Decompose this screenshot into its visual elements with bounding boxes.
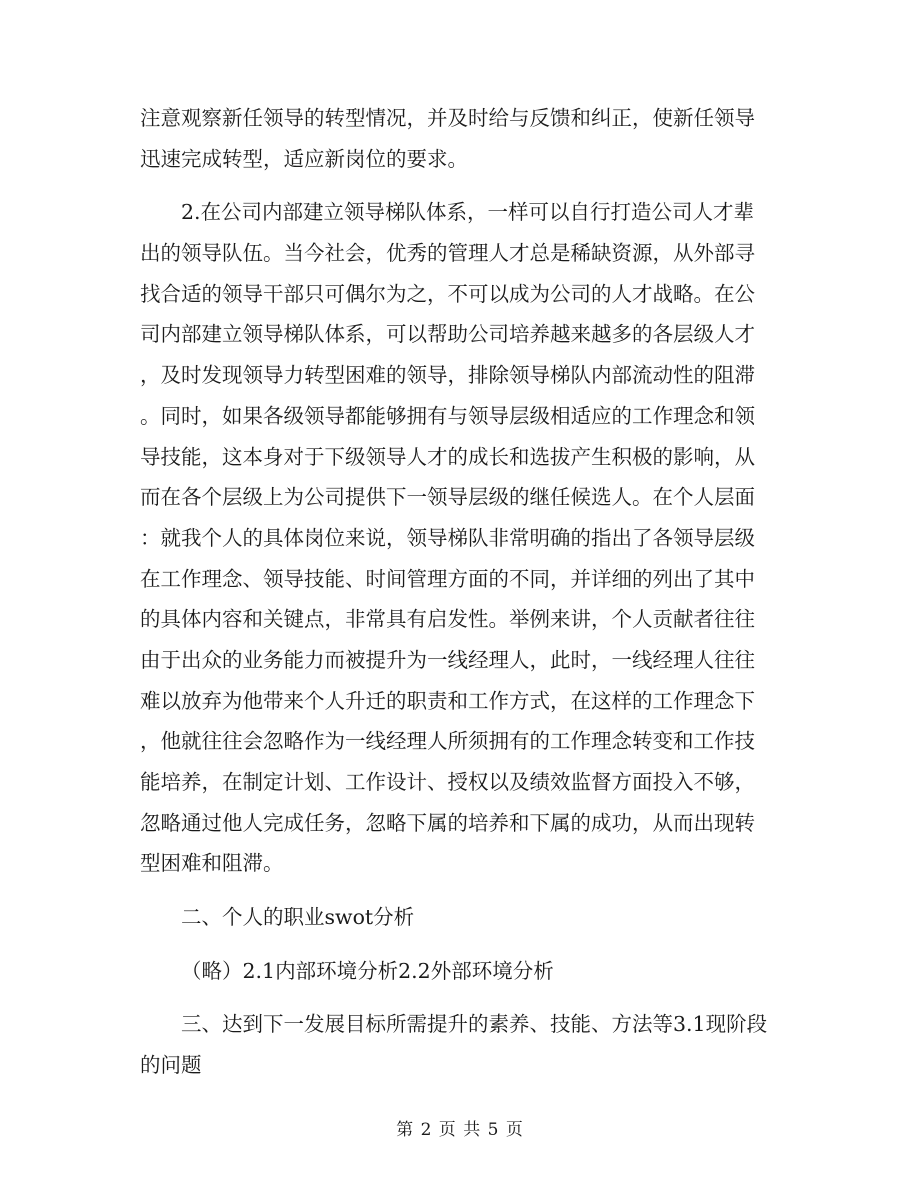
- text-line: 的问题: [140, 1053, 202, 1078]
- text-line: 迅速完成转型，适应新岗位的要求。: [140, 146, 468, 171]
- text-line: ，他就往往会忽略作为一线经理人所须拥有的工作理念转变和工作技: [140, 729, 755, 754]
- text-line: 司内部建立领导梯队体系，可以帮助公司培养越来越多的各层级人才: [140, 322, 755, 347]
- text-line: ：就我个人的具体岗位来说，领导梯队非常明确的指出了各领导层级: [140, 525, 755, 550]
- text-line: （略）2.1内部环境分析2.2外部环境分析: [181, 958, 554, 983]
- section-heading: 二、个人的职业swot分析: [181, 905, 415, 930]
- text-line: ，及时发现领导力转型困难的领导，排除领导梯队内部流动性的阻滞: [140, 363, 755, 388]
- text-line: 由于出众的业务能力而被提升为一线经理人，此时，一线经理人往往: [140, 647, 755, 672]
- text-line: 2.在公司内部建立领导梯队体系，一样可以自行打造公司人才辈: [181, 200, 755, 225]
- section-heading: 三、达到下一发展目标所需提升的素养、技能、方法等3.1现阶段: [181, 1012, 768, 1037]
- text-line: 型困难和阻滞。: [140, 851, 284, 876]
- text-line: 而在各个层级上为公司提供下一领导层级的继任候选人。在个人层面: [140, 485, 755, 510]
- page-number-footer: 第 2 页 共 5 页: [396, 1120, 524, 1140]
- text-line: 在工作理念、领导技能、时间管理方面的不同，并详细的列出了其中: [140, 566, 755, 591]
- text-line: 。同时，如果各级领导都能够拥有与领导层级相适应的工作理念和领: [140, 403, 755, 428]
- body-text: [140, 98, 780, 1086]
- text-line: 注意观察新任领导的转型情况，并及时给与反馈和纠正，使新任领导: [140, 106, 755, 130]
- text-line: 难以放弃为他带来个人升迁的职责和工作方式，在这样的工作理念下: [140, 688, 755, 713]
- text-line: 忽略通过他人完成任务，忽略下属的培养和下属的成功，从而出现转: [140, 810, 755, 835]
- text-line: 导技能，这本身对于下级领导人才的成长和选拔产生积极的影响，从: [140, 444, 755, 469]
- text-line: 的具体内容和关键点，非常具有启发性。举例来讲，个人贡献者往往: [140, 607, 755, 632]
- text-line: 出的领导队伍。当今社会，优秀的管理人才总是稀缺资源，从外部寻: [140, 241, 755, 266]
- text-line: 找合适的领导干部只可偶尔为之，不可以成为公司的人才战略。在公: [140, 281, 755, 306]
- text-line: 能培养，在制定计划、工作设计、授权以及绩效监督方面投入不够，: [140, 770, 755, 794]
